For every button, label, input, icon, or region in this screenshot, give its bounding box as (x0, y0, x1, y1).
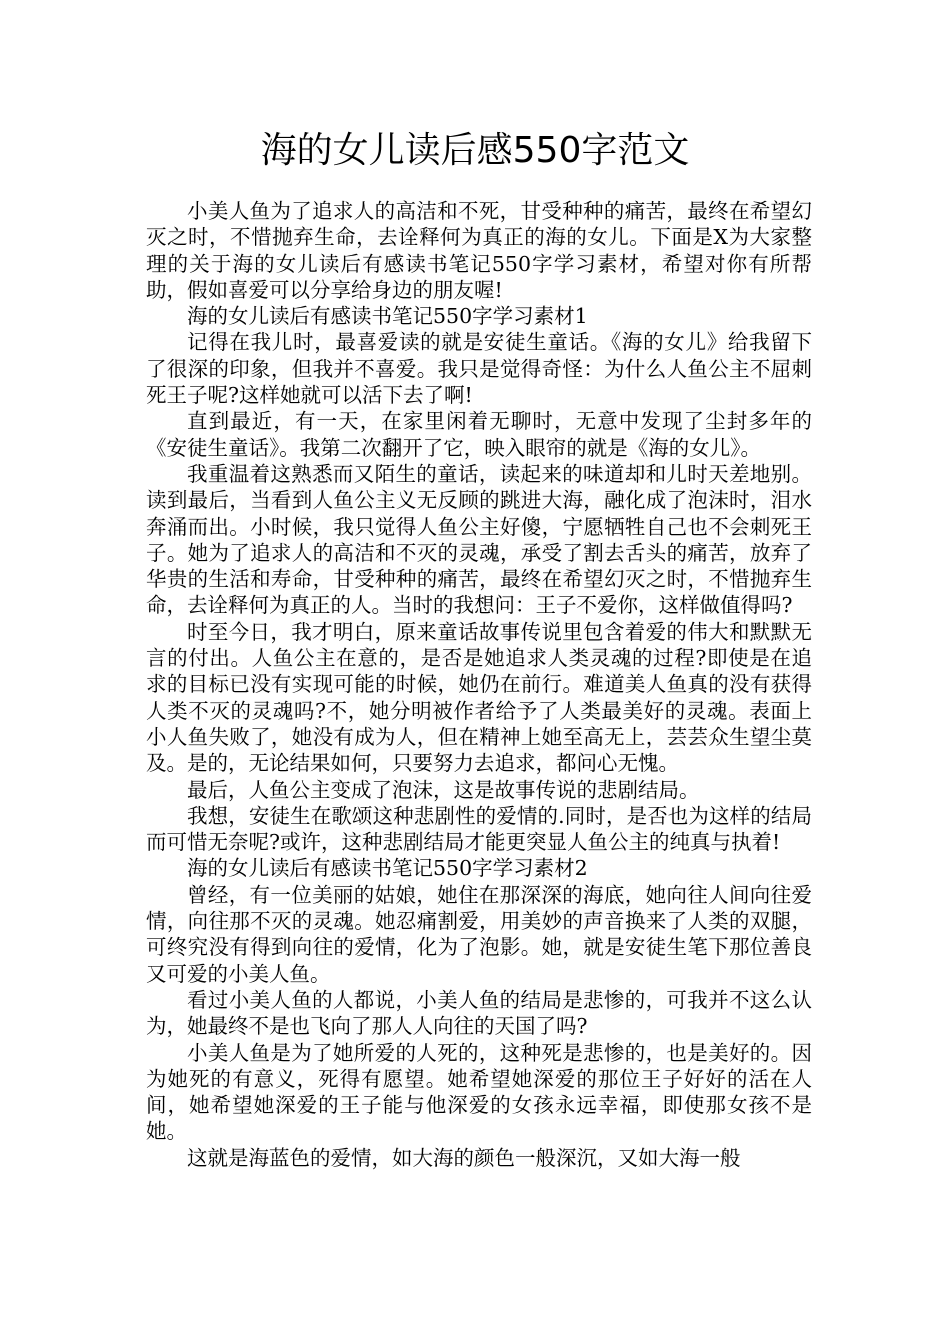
paragraph: 我想，安徒生在歌颂这种悲剧性的爱情的.同时，是否也为这样的结局而可惜无奈呢?或许，这种悲剧结局才能更突显人鱼公主的纯真与执着! (146, 803, 812, 855)
paragraph: 看过小美人鱼的人都说，小美人鱼的结局是悲惨的，可我并不这么认为，她最终不是也飞向了那人人向往的天国了吗? (146, 987, 812, 1039)
paragraph: 时至今日，我才明白，原来童话故事传说里包含着爱的伟大和默默无言的付出。人鱼公主在意的，是否是她追求人类灵魂的过程?即使是在追求的目标已没有实现可能的时候，她仍在前行。难道美人鱼真的没有获得人类不灭的灵魂吗?不，她分明被作者给予了人类最美好的灵魂。表面上小人鱼失败了，她没有成为人，但在精神上她至高无上，芸芸众生望尘莫及。是的，无论结果如何，只要努力去追求，都问心无愧。 (146, 619, 812, 776)
paragraph: 记得在我儿时，最喜爱读的就是安徒生童话。《海的女儿》给我留下了很深的印象，但我并不喜爱。我只是觉得奇怪：为什么人鱼公主不屈刺死王子呢?这样她就可以活下去了啊! (146, 330, 812, 408)
section-heading: 海的女儿读后有感读书笔记550字学习素材2 (187, 856, 588, 881)
paragraph: 最后，人鱼公主变成了泡沫，这是故事传说的悲剧结局。 (187, 777, 700, 802)
paragraph: 这就是海蓝色的爱情，如大海的颜色一般深沉，又如大海一般 (187, 1145, 741, 1170)
paragraph: 小美人鱼为了追求人的高洁和不死，甘受种种的痛苦，最终在希望幻灭之时，不惜抛弃生命，去诠释何为真正的海的女儿。下面是X为大家整理的关于海的女儿读后有感读书笔记550字学习素材，希望对你有所帮助，假如喜爱可以分享给身边的朋友喔! (146, 199, 812, 302)
section-heading: 海的女儿读后有感读书笔记550字学习素材1 (187, 304, 588, 329)
paragraph: 小美人鱼是为了她所爱的人死的，这种死是悲惨的，也是美好的。因为她死的有意义，死得有愿望。她希望她深爱的那位王子好好的活在人间，她希望她深爱的王子能与他深爱的女孩永远幸福，即使那女孩不是她。 (146, 1040, 812, 1144)
paragraph: 我重温着这熟悉而又陌生的童话，读起来的味道却和儿时天差地别。读到最后，当看到人鱼公主义无反顾的跳进大海，融化成了泡沫时，泪水奔涌而出。小时候，我只觉得人鱼公主好傻，宁愿牺牲自己也不会刺死王子。她为了追求人的高洁和不灭的灵魂，承受了割去舌头的痛苦，放弃了华贵的生活和寿命，甘受种种的痛苦，最终在希望幻灭之时，不惜抛弃生命，去诠释何为真正的人。当时的我想问：王子不爱你，这样做值得吗? (146, 461, 812, 618)
document-title: 海的女儿读后感550字范文 (260, 130, 690, 171)
paragraph: 曾经，有一位美丽的姑娘，她住在那深深的海底，她向往人间向往爱情，向往那不灭的灵魂。她忍痛割爱，用美妙的声音换来了人类的双腿，可终究没有得到向往的爱情，化为了泡影。她，就是安徒生笔下那位善良又可爱的小美人鱼。 (146, 882, 812, 986)
document-body (146, 198, 812, 1171)
paragraph: 直到最近，有一天，在家里闲着无聊时，无意中发现了尘封多年的《安徒生童话》。我第二次翻开了它，映入眼帘的就是《海的女儿》。 (146, 409, 812, 460)
